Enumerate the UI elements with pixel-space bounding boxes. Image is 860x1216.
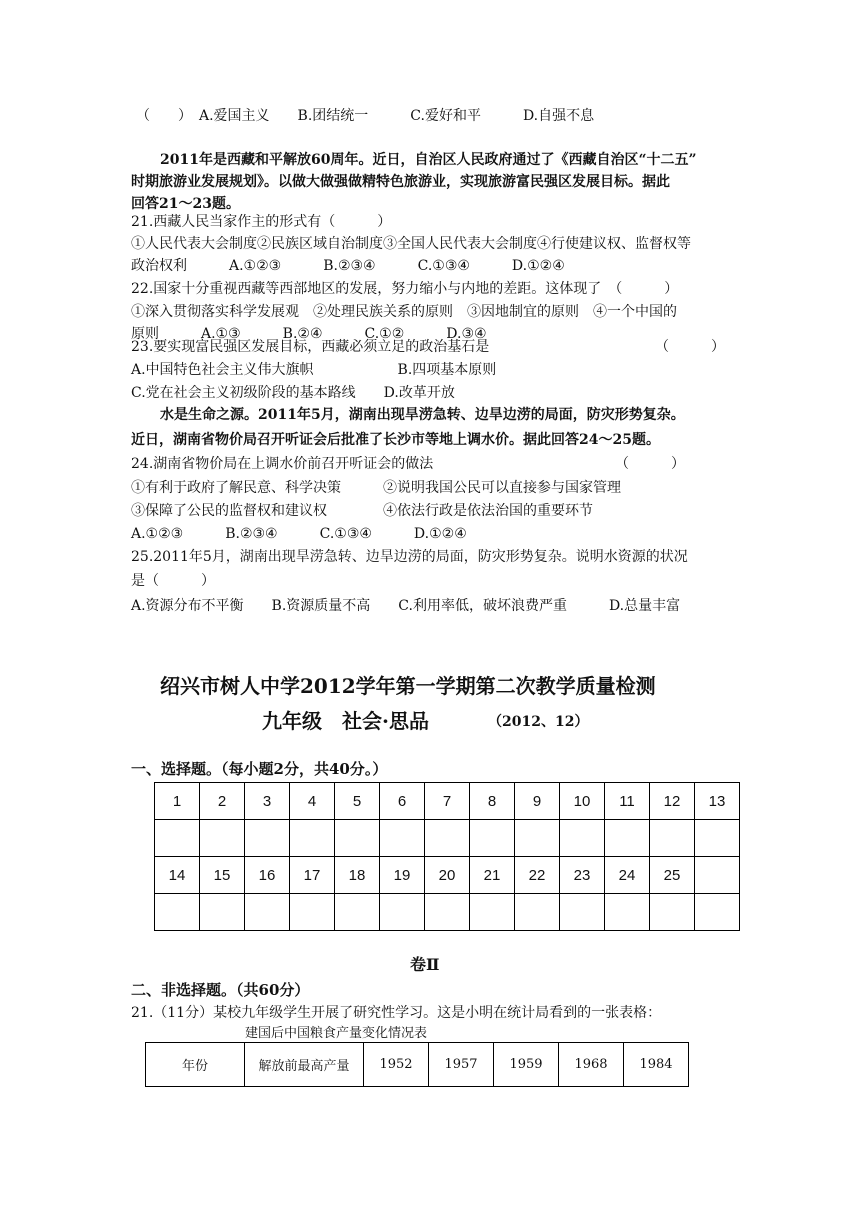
grid-number-cell: 5 bbox=[335, 783, 380, 820]
grid-number-cell: 6 bbox=[380, 783, 425, 820]
table-header-cell: 1984 bbox=[624, 1043, 689, 1087]
grid-number-cell: 23 bbox=[560, 857, 605, 894]
q22-stem: 22.国家十分重视西藏等西部地区的发展，努力缩小与内地的差距。这体现了 （ ） bbox=[131, 281, 679, 297]
grid-number-cell: 3 bbox=[245, 783, 290, 820]
table-row bbox=[146, 1043, 689, 1087]
answer-cell[interactable] bbox=[380, 820, 425, 857]
table-header-cell: 1968 bbox=[559, 1043, 624, 1087]
answer-cell[interactable] bbox=[335, 894, 380, 931]
answer-cell[interactable] bbox=[470, 894, 515, 931]
grid-number-cell: 12 bbox=[650, 783, 695, 820]
answer-cell[interactable] bbox=[650, 894, 695, 931]
answer-cell[interactable] bbox=[380, 894, 425, 931]
q21-stem: 21.西藏人民当家作主的形式有（ ） bbox=[131, 214, 392, 230]
answer-grid-blank-row-2 bbox=[155, 894, 740, 931]
answer-grid-blank-row-1 bbox=[155, 820, 740, 857]
grid-number-cell: 14 bbox=[155, 857, 200, 894]
grid-number-cell: 24 bbox=[605, 857, 650, 894]
table-header-cell: 解放前最高产量 bbox=[245, 1043, 364, 1087]
answer-cell[interactable] bbox=[515, 820, 560, 857]
water-intro-line-1: 水是生命之源。2011年5月，湖南出现旱涝急转、边旱边涝的局面，防灾形势复杂。 bbox=[160, 407, 685, 423]
q24-line-2: ③保障了公民的监督权和建议权 ④依法行政是依法治国的重要环节 bbox=[131, 503, 593, 519]
tibet-intro-line-3: 回答21～23题。 bbox=[131, 196, 240, 212]
grid-number-cell: 19 bbox=[380, 857, 425, 894]
grid-number-cell: 20 bbox=[425, 857, 470, 894]
grid-number-cell: 21 bbox=[470, 857, 515, 894]
grid-number-cell: 4 bbox=[290, 783, 335, 820]
grid-number-cell: 25 bbox=[650, 857, 695, 894]
q22-line-1: ①深入贯彻落实科学发展观 ②处理民族关系的原则 ③因地制宜的原则 ④一个中国的 bbox=[131, 304, 677, 320]
answer-cell[interactable] bbox=[155, 820, 200, 857]
q25-stem: 25.2011年5月，湖南出现旱涝急转、边旱边涝的局面，防灾形势复杂。说明水资源的状况 bbox=[131, 549, 688, 565]
answer-cell[interactable] bbox=[515, 894, 560, 931]
section-1-heading: 一、选择题。（每小题2分，共40分。） bbox=[131, 760, 388, 778]
grid-number-cell: 10 bbox=[560, 783, 605, 820]
q21-line-1: ①人民代表大会制度②民族区域自治制度③全国人民代表大会制度④行使建议权、监督权等 bbox=[131, 236, 691, 252]
grid-number-cell: 7 bbox=[425, 783, 470, 820]
q24-line-1: ①有利于政府了解民意、科学决策 ②说明我国公民可以直接参与国家管理 bbox=[131, 480, 621, 496]
answer-cell[interactable] bbox=[695, 820, 740, 857]
grain-table-caption: 建国后中国粮食产量变化情况表 bbox=[245, 1026, 428, 1041]
table-header-cell: 1957 bbox=[429, 1043, 494, 1087]
prev-question-options: （ ） A.爱国主义 B.团结统一 C.爱好和平 D.自强不息 bbox=[136, 108, 595, 124]
q24-line-3: A.①②③ B.②③④ C.①③④ D.①②④ bbox=[131, 526, 467, 542]
table-header-cell: 1959 bbox=[494, 1043, 559, 1087]
answer-cell[interactable] bbox=[605, 820, 650, 857]
grid-number-cell: 11 bbox=[605, 783, 650, 820]
q25-line-2: A.资源分布不平衡 B.资源质量不高 C.利用率低，破坏浪费严重 D.总量丰富 bbox=[131, 598, 681, 614]
answer-cell[interactable] bbox=[245, 894, 290, 931]
answer-cell[interactable] bbox=[425, 894, 470, 931]
q23-line-1: A.中国特色社会主义伟大旗帜 B.四项基本原则 bbox=[131, 362, 497, 378]
answer-cell[interactable] bbox=[470, 820, 515, 857]
volume-2-heading: 卷Ⅱ bbox=[410, 955, 440, 974]
grid-number-cell: 18 bbox=[335, 857, 380, 894]
exam-title: 绍兴市树人中学2012学年第一学期第二次教学质量检测 bbox=[160, 674, 656, 698]
grid-number-cell: 13 bbox=[695, 783, 740, 820]
tibet-intro-line-2: 时期旅游业发展规划》。以做大做强做精特色旅游业，实现旅游富民强区发展目标。据此 bbox=[131, 174, 670, 190]
exam-date: （2012、12） bbox=[488, 714, 589, 730]
tibet-intro-line-1: 2011年是西藏和平解放60周年。近日，自治区人民政府通过了《西藏自治区“十二五” bbox=[160, 152, 697, 168]
answer-cell[interactable] bbox=[425, 820, 470, 857]
answer-grid-numbers-row-1 bbox=[155, 783, 740, 820]
answer-cell[interactable] bbox=[560, 894, 605, 931]
answer-cell[interactable] bbox=[605, 894, 650, 931]
grid-number-cell: 9 bbox=[515, 783, 560, 820]
answer-cell[interactable] bbox=[290, 820, 335, 857]
grid-number-cell: 15 bbox=[200, 857, 245, 894]
grid-number-cell: 2 bbox=[200, 783, 245, 820]
grid-number-cell: 16 bbox=[245, 857, 290, 894]
table-header-cell: 1952 bbox=[364, 1043, 429, 1087]
answer-grid-numbers-row-2 bbox=[155, 857, 740, 894]
table-header-cell: 年份 bbox=[146, 1043, 245, 1087]
answer-cell[interactable] bbox=[335, 820, 380, 857]
answer-cell[interactable] bbox=[155, 894, 200, 931]
grid-number-cell: 8 bbox=[470, 783, 515, 820]
section-2-heading: 二、非选择题。（共60分） bbox=[131, 981, 310, 999]
answer-cell[interactable] bbox=[650, 820, 695, 857]
grid-number-cell bbox=[695, 857, 740, 894]
answer-cell[interactable] bbox=[560, 820, 605, 857]
grid-number-cell: 17 bbox=[290, 857, 335, 894]
grid-number-cell: 22 bbox=[515, 857, 560, 894]
q22-line-2: 原则 A.①③ B.②④ C.①② D.③④ bbox=[131, 326, 487, 342]
exam-subtitle: 九年级 社会·思品 bbox=[262, 709, 429, 733]
q24-stem: 24.湖南省物价局在上调水价前召开听证会的做法 bbox=[131, 456, 434, 472]
q21-part2-stem: 21.（11分）某校九年级学生开展了研究性学习。这是小明在统计局看到的一张表格： bbox=[131, 1005, 662, 1021]
q23-stem: 23.要实现富民强区发展目标，西藏必须立足的政治基石是 bbox=[131, 339, 490, 355]
q23-line-2: C.党在社会主义初级阶段的基本路线 D.改革开放 bbox=[131, 385, 455, 401]
answer-cell[interactable] bbox=[200, 894, 245, 931]
answer-cell[interactable] bbox=[290, 894, 335, 931]
answer-cell[interactable] bbox=[245, 820, 290, 857]
q21-line-2: 政治权利 A.①②③ B.②③④ C.①③④ D.①②④ bbox=[131, 258, 565, 274]
q24-answer-paren: （ ） bbox=[615, 456, 685, 472]
q25-line-1: 是（ ） bbox=[131, 573, 215, 589]
water-intro-line-2: 近日，湖南省物价局召开听证会后批准了长沙市等地上调水价。据此回答24～25题。 bbox=[131, 432, 660, 448]
grain-output-table bbox=[145, 1042, 689, 1087]
answer-grid bbox=[154, 782, 740, 931]
q23-answer-paren: （ ） bbox=[655, 339, 725, 355]
answer-cell[interactable] bbox=[695, 894, 740, 931]
grid-number-cell: 1 bbox=[155, 783, 200, 820]
answer-cell[interactable] bbox=[200, 820, 245, 857]
